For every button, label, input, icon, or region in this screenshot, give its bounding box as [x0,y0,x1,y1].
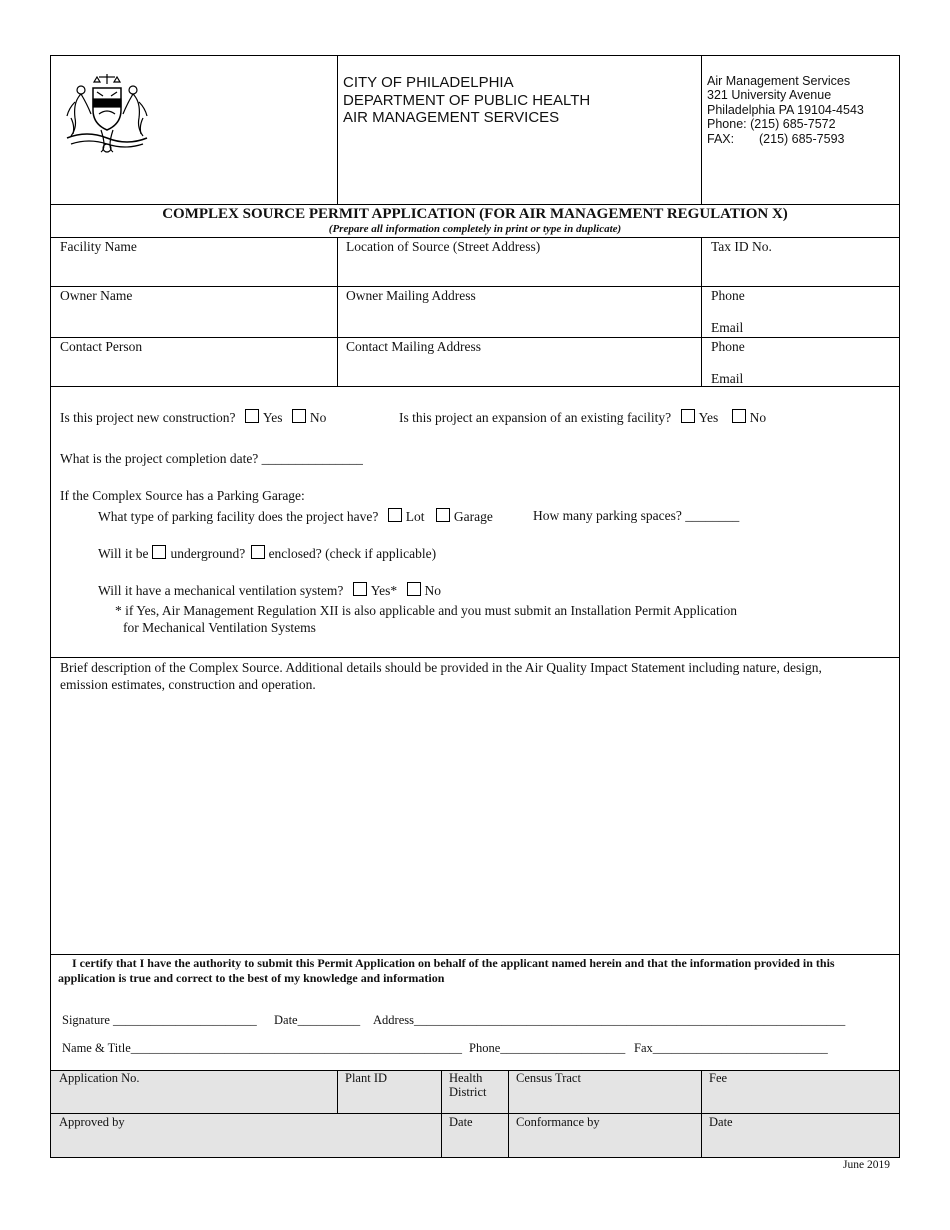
owner-email-field[interactable]: Email [711,320,744,335]
note-line-2: for Mechanical Ventilation Systems [123,620,316,635]
divider [701,1070,702,1157]
divider [701,237,702,386]
option-label: No [749,410,767,425]
ventilation-question [98,582,441,599]
contact-email-field[interactable]: Email [711,371,744,386]
completion-date-field[interactable]: What is the project completion date? _______________ [60,451,363,466]
divider [441,1070,442,1157]
name-title-field[interactable]: Name & Title_____________________________________________________ [62,1041,463,1055]
phone-field[interactable]: Phone____________________ [469,1041,626,1055]
address-field[interactable]: Address_____________________________________________________________________ [373,1013,846,1027]
expansion-no-checkbox[interactable] [732,409,746,423]
fax-label: FAX: [707,131,735,146]
phone-value: (215) 685-7572 [750,117,836,132]
contact-phone-field[interactable]: Phone [711,339,745,354]
contact-person-field[interactable]: Contact Person [60,339,143,354]
ventilation-yes-checkbox[interactable] [353,582,367,596]
owner-phone-field[interactable]: Phone [711,288,745,303]
fax-value: (215) 685-7593 [759,131,845,146]
divider [51,386,899,387]
plant-id-field[interactable]: Plant ID [345,1071,388,1085]
divider [508,1070,509,1157]
location-field[interactable]: Location of Source (Street Address) [346,239,541,254]
org-line-1: CITY OF PHILADELPHIA [343,74,514,91]
option-label: Yes [698,410,719,425]
title-main: COMPLEX SOURCE PERMIT APPLICATION (FOR AIR MANAGEMENT REGULATION X) [162,206,788,222]
option-label: No [424,583,442,598]
health-district-field[interactable]: Health District [449,1071,487,1099]
option-label: Lot [405,509,425,524]
divider [51,657,899,658]
date-field[interactable]: Date__________ [274,1013,361,1027]
note-line-1: * if Yes, Air Management Regulation XII is also applicable and you must submit an Installation Permit Application [115,603,738,618]
parking-garage-checkbox[interactable] [436,508,450,522]
new-construction-yes-checkbox[interactable] [245,409,259,423]
divider [51,337,899,338]
garage-type-question [98,545,436,562]
owner-name-field[interactable]: Owner Name [60,288,133,303]
facility-name-field[interactable]: Facility Name [60,239,137,254]
approval-date-field[interactable]: Date [449,1115,473,1129]
option-label: Garage [453,509,493,524]
census-tract-field[interactable]: Census Tract [516,1071,581,1085]
org-name [343,74,590,127]
parking-lot-checkbox[interactable] [388,508,402,522]
certification-statement: I certify that I have the authority to submit this Permit Application on behalf of the applicant named herein and that the information provided in this application is true and correct to the best of my knowledge and information [58,956,835,985]
enclosed-checkbox[interactable] [251,545,265,559]
option-label: underground? [170,546,246,561]
divider [337,237,338,386]
option-label: No [309,410,327,425]
address-line-1: Air Management Services [707,74,851,88]
address-line-2: 321 University Avenue [707,88,832,103]
org-line-2: DEPARTMENT OF PUBLIC HEALTH [343,91,591,109]
phone-label: Phone: [707,117,747,132]
option-label: enclosed? (check if applicable) [268,546,437,561]
ventilation-no-checkbox[interactable] [407,582,421,596]
divider [337,1070,338,1113]
office-address [707,74,864,146]
title-instruction: (Prepare all information completely in print or type in duplicate) [328,223,622,235]
ventilation-note [115,602,737,636]
approved-by-field[interactable]: Approved by [59,1115,125,1129]
parking-header: If the Complex Source has a Parking Garage: [60,488,305,503]
divider [51,954,899,955]
expansion-question [399,409,766,426]
owner-address-field[interactable]: Owner Mailing Address [346,288,476,303]
form-title [51,204,899,235]
divider [51,237,899,238]
conformance-by-field[interactable]: Conformance by [516,1115,600,1129]
parking-spaces-field[interactable]: How many parking spaces? ________ [533,508,740,523]
permit-form [50,55,900,1158]
question-label: Will it have a mechanical ventilation system? [98,583,344,598]
fax-field[interactable]: Fax____________________________ [634,1041,828,1055]
address-line-3: Philadelphia PA 19104-4543 [707,102,864,117]
city-seal-icon [61,72,153,154]
signature-field[interactable]: Signature _______________________ [62,1013,257,1027]
divider [51,286,899,287]
application-no-field[interactable]: Application No. [59,1071,140,1085]
expansion-yes-checkbox[interactable] [681,409,695,423]
org-line-3: AIR MANAGEMENT SERVICES [343,109,560,126]
divider [51,1113,899,1114]
fee-field[interactable]: Fee [709,1071,728,1085]
revision-date: June 2019 [843,1159,890,1171]
question-label: What type of parking facility does the project have? [98,509,379,524]
question-label: Is this project an expansion of an existing facility? [399,410,672,425]
question-label: Will it be [98,546,149,561]
description-area[interactable] [51,696,899,952]
tax-id-field[interactable]: Tax ID No. [711,239,772,254]
underground-checkbox[interactable] [152,545,166,559]
divider [337,56,338,204]
description-prompt: Brief description of the Complex Source. Additional details should be provided in the Air Quality Impact Statement including nature, design, emission estimates, construction and operation. [60,660,822,692]
new-construction-no-checkbox[interactable] [292,409,306,423]
new-construction-question [60,409,326,426]
question-label: Is this project new construction? [60,410,236,425]
divider [701,56,702,204]
parking-type-question [98,508,493,525]
contact-address-field[interactable]: Contact Mailing Address [346,339,481,354]
option-label: Yes* [370,583,398,598]
conformance-date-field[interactable]: Date [709,1115,733,1129]
option-label: Yes [262,410,283,425]
